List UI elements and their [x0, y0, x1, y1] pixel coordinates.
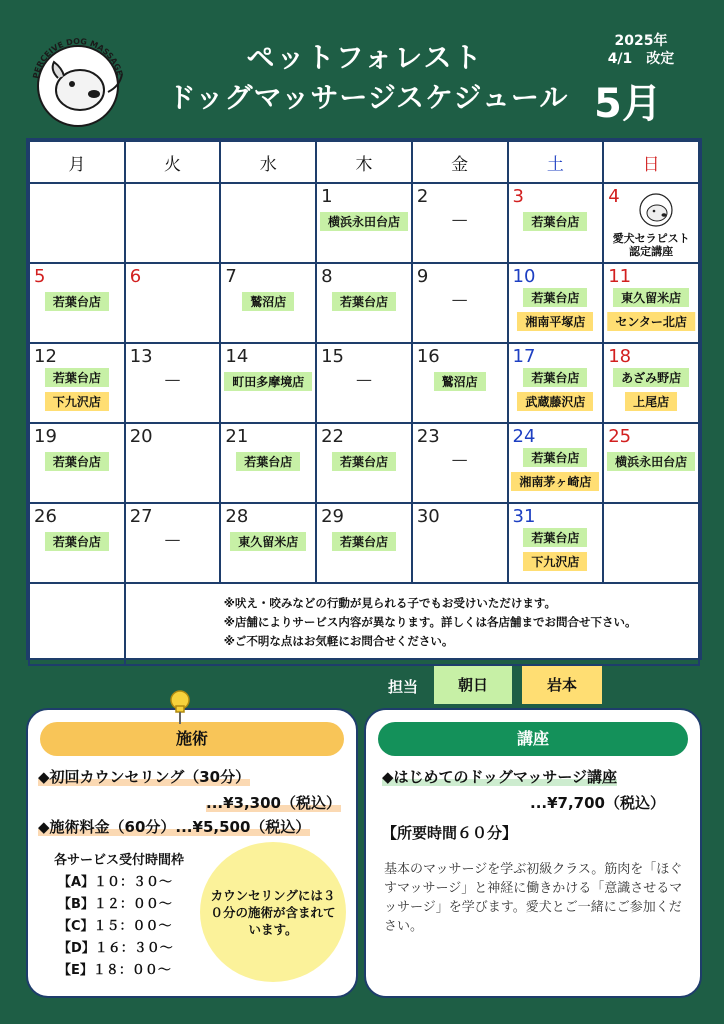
store-tag: 横浜永田台店 [607, 452, 695, 471]
calendar-week [29, 263, 699, 343]
weekday-header: 金 [412, 141, 508, 183]
slot-a: 【A】１０：３０〜 [58, 875, 173, 890]
store-tag: 町田多摩境店 [224, 372, 312, 391]
calendar-day-cell [603, 183, 699, 263]
store-tag: 若葉台店 [236, 452, 300, 471]
slot-d: 【D】１６：３０〜 [58, 941, 173, 956]
calendar-day-cell [29, 263, 125, 343]
store-tag: 若葉台店 [332, 532, 396, 551]
store-tag: 鷲沼店 [434, 372, 486, 391]
day-number: 26 [34, 506, 57, 527]
pushpin-icon [166, 690, 194, 726]
staff-iwamoto: 岩本 [522, 666, 602, 704]
counseling-note-bubble: カウンセリングには３０分の施術が含まれています。 [200, 842, 346, 982]
calendar-day-cell [29, 183, 125, 263]
calendar-week [29, 423, 699, 503]
course-duration: 【所要時間６０分】 [382, 824, 518, 842]
store-tag: 上尾店 [625, 392, 677, 411]
day-number: 27 [129, 506, 153, 527]
store-tag: 武蔵藤沢店 [517, 392, 593, 411]
day-number: 29 [321, 506, 345, 527]
calendar-day-cell [220, 183, 316, 263]
day-number: 6 [129, 266, 142, 287]
day-number: 16 [416, 346, 440, 367]
calendar-day-cell [220, 263, 316, 343]
slot-c: 【C】１５：００〜 [58, 919, 172, 934]
calendar-day-cell [412, 503, 508, 583]
weekday-header: 日 [603, 141, 699, 183]
revision-info [596, 32, 686, 68]
counseling-name: ◆初回カウンセリング（30分） [38, 768, 251, 786]
day-number: 23 [416, 426, 440, 447]
calendar-day-cell [125, 263, 221, 343]
store-tag: 東久留米店 [613, 288, 689, 307]
no-service-dash: — [164, 530, 181, 549]
calendar-day-cell [316, 423, 412, 503]
store-tag: 若葉台店 [332, 452, 396, 471]
store-tag: センター北店 [607, 312, 695, 331]
note-line: ※ご不明な点はお気軽にお問合せください。 [223, 634, 454, 648]
calendar-day-cell [603, 263, 699, 343]
course-price: ...¥7,700（税込） [530, 794, 665, 812]
store-tag: 若葉台店 [45, 368, 109, 387]
calendar [26, 138, 702, 660]
therapist-course-line1: 愛犬セラピスト [612, 232, 690, 245]
calendar-day-cell [412, 423, 508, 503]
brand-logo [24, 28, 132, 132]
calendar-day-cell [508, 423, 604, 503]
calendar-day-cell [412, 343, 508, 423]
calendar-day-cell [316, 503, 412, 583]
revision-year: 2025年 [614, 33, 668, 49]
slot-b: 【B】１２：００〜 [58, 897, 172, 912]
day-number: 13 [129, 346, 153, 367]
therapist-course-label [604, 232, 698, 258]
store-tag: 下九沢店 [45, 392, 109, 411]
treatment-fee-row [38, 816, 310, 837]
day-number: 14 [225, 346, 249, 367]
calendar-day-cell [316, 343, 412, 423]
calendar-day-cell [508, 183, 604, 263]
calendar-day-cell [29, 503, 125, 583]
title-shop-name: ペットフォレスト [246, 41, 484, 74]
counseling-price-row [206, 792, 341, 813]
note-line: ※店舗によりサービス内容が異なります。詳しくは各店舗までお問合せ下さい。 [223, 615, 637, 629]
calendar-day-cell [412, 183, 508, 263]
weekday-header: 月 [29, 141, 125, 183]
day-number: 22 [321, 426, 345, 447]
weekday-header: 水 [220, 141, 316, 183]
notes-list [224, 594, 637, 651]
calendar-day-cell [29, 343, 125, 423]
store-tag: 若葉台店 [523, 212, 587, 231]
staff-label: 担当 [388, 678, 419, 696]
store-tag: 若葉台店 [45, 292, 109, 311]
day-number: 2 [416, 186, 429, 207]
day-number: 4 [608, 186, 620, 207]
calendar-day-cell [603, 503, 699, 583]
calendar-day-cell [603, 423, 699, 503]
store-tag: 若葉台店 [45, 452, 109, 471]
course-description: 基本のマッサージを学ぶ初級クラス。筋肉を「ほぐすマッサージ」と神経に働きかける「意識させるマッサージ」を学びます。愛犬とご一緒にご参加ください。 [384, 862, 683, 934]
calendar-day-cell [125, 183, 221, 263]
day-number: 3 [512, 186, 524, 207]
day-number: 8 [321, 266, 333, 287]
calendar-day-cell [29, 423, 125, 503]
calendar-day-cell [508, 343, 604, 423]
revision-date: 4/1 改定 [607, 51, 675, 67]
store-tag: 湘南平塚店 [517, 312, 593, 331]
day-number: 18 [608, 346, 632, 367]
note-line: ※吠え・咬みなどの行動が見られる子でもお受けいただけます。 [223, 596, 556, 610]
slot-e: 【E】１８：００〜 [58, 963, 171, 978]
store-tag: 若葉台店 [45, 532, 109, 551]
store-tag: 鷲沼店 [242, 292, 294, 311]
title-schedule: ドッグマッサージスケジュール [167, 81, 569, 114]
day-number: 17 [512, 346, 536, 367]
calendar-week [29, 503, 699, 583]
day-number: 9 [416, 266, 429, 287]
calendar-day-cell [603, 343, 699, 423]
counseling-price: ...¥3,300（税込） [206, 794, 341, 812]
brand-logo-small [634, 190, 678, 228]
day-number: 31 [512, 506, 536, 527]
calendar-day-cell [125, 423, 221, 503]
day-number: 5 [34, 266, 46, 287]
store-tag: 若葉台店 [523, 368, 587, 387]
store-tag: 若葉台店 [523, 288, 587, 307]
weekday-header: 木 [316, 141, 412, 183]
counseling-item [38, 766, 250, 787]
day-number: 20 [129, 426, 153, 447]
treatment-heading: 施術 [40, 722, 344, 756]
logo-text: PERCEIVE DOG MASSAGE [31, 36, 125, 80]
weekday-header: 土 [508, 141, 604, 183]
day-number: 7 [225, 266, 237, 287]
notes-row [29, 583, 699, 665]
therapist-course-line2: 認定講座 [629, 245, 674, 258]
calendar-day-cell [316, 263, 412, 343]
month-label: 5月 [594, 81, 662, 127]
course-heading: 講座 [378, 722, 688, 756]
calendar-day-cell [508, 263, 604, 343]
calendar-week [29, 343, 699, 423]
store-tag: 若葉台店 [523, 448, 587, 467]
notes-cell [125, 583, 699, 665]
treatment-fee: ◆施術料金（60分）...¥5,500（税込） [38, 818, 311, 836]
course-panel [364, 708, 702, 998]
weekday-header: 火 [125, 141, 221, 183]
day-number: 28 [225, 506, 249, 527]
calendar-day-cell [220, 503, 316, 583]
notes-empty-cell [29, 583, 125, 665]
calendar-day-cell [220, 423, 316, 503]
no-service-dash: — [451, 290, 468, 309]
store-tag: 下九沢店 [523, 552, 587, 571]
calendar-day-cell [125, 503, 221, 583]
day-number: 21 [225, 426, 249, 447]
day-number: 10 [512, 266, 536, 287]
calendar-day-cell [412, 263, 508, 343]
calendar-week [29, 183, 699, 263]
day-number: 25 [608, 426, 632, 447]
course-name: ◆はじめてのドッグマッサージ講座 [382, 768, 618, 786]
day-number: 12 [34, 346, 57, 367]
calendar-day-cell [316, 183, 412, 263]
no-service-dash: — [451, 450, 468, 469]
calendar-day-cell [508, 503, 604, 583]
store-tag: 若葉台店 [332, 292, 396, 311]
store-tag: 若葉台店 [523, 528, 587, 547]
calendar-day-cell [220, 343, 316, 423]
course-item [382, 766, 617, 787]
store-tag: 湘南茅ヶ崎店 [511, 472, 599, 491]
slots-title: 各サービス受付時間枠 [54, 853, 185, 868]
no-service-dash: — [164, 370, 181, 389]
no-service-dash: — [451, 210, 468, 229]
store-tag: あざみ野店 [613, 368, 689, 387]
day-number: 30 [416, 506, 440, 527]
day-number: 11 [608, 266, 632, 287]
time-slots [54, 850, 184, 982]
no-service-dash: — [355, 370, 372, 389]
staff-asahi: 朝日 [434, 666, 512, 704]
store-tag: 東久留米店 [230, 532, 306, 551]
day-number: 1 [321, 186, 333, 207]
calendar-day-cell [125, 343, 221, 423]
store-tag: 横浜永田台店 [320, 212, 408, 231]
day-number: 19 [34, 426, 57, 447]
day-number: 15 [321, 346, 345, 367]
day-number: 24 [512, 426, 536, 447]
